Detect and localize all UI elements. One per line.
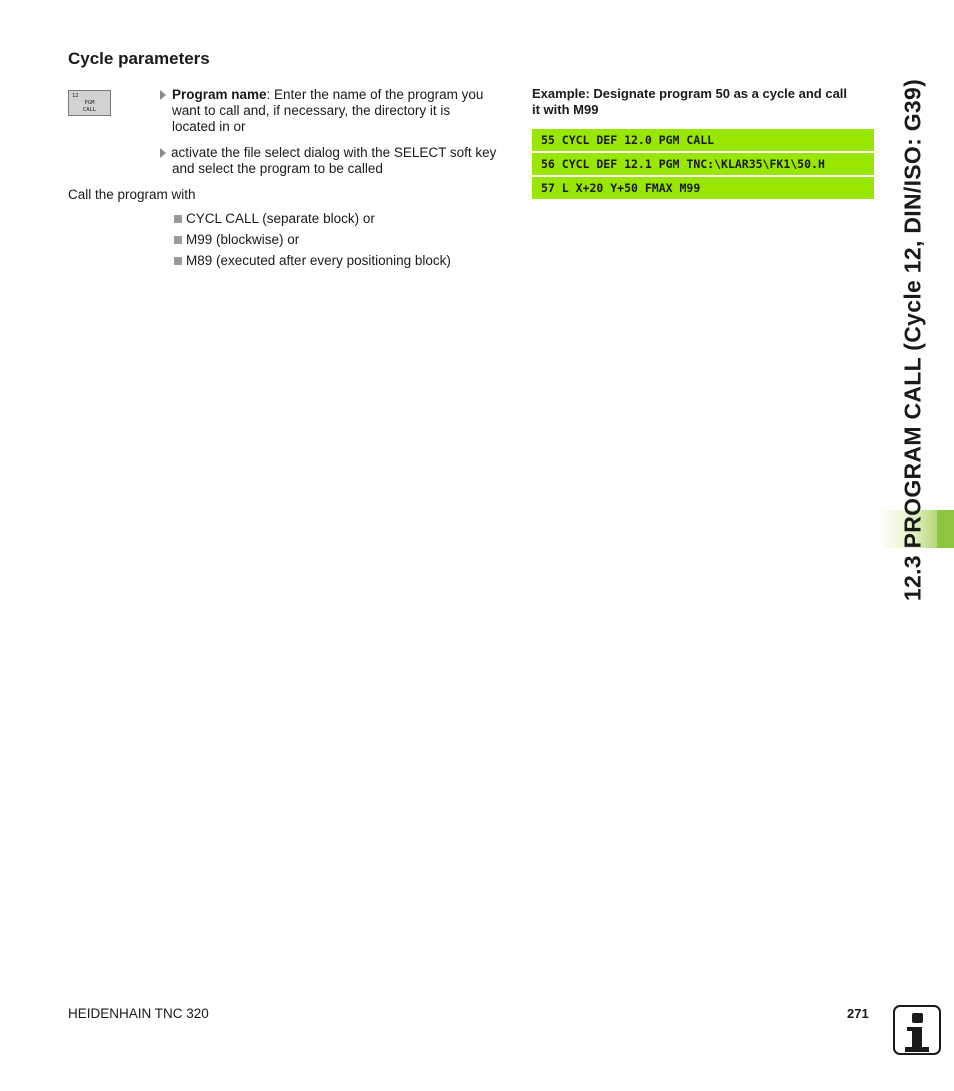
square-bullet-icon [174, 257, 182, 265]
code-line: 56 CYCL DEF 12.1 PGM TNC:\KLAR35\FK1\50.H [532, 153, 874, 175]
list-item: M89 (executed after every positioning block) [174, 253, 451, 269]
softkey-line2: CALL [82, 107, 97, 113]
step-program-name [160, 87, 520, 135]
list-item: M99 (blockwise) or [174, 232, 299, 248]
square-bullet-icon [174, 215, 182, 223]
pgm-call-softkey-icon [68, 90, 111, 116]
chapter-tab-solid [937, 510, 954, 548]
call-intro: Call the program with [68, 187, 196, 202]
example-heading: Example: Designate program 50 as a cycle and call it with M99 [532, 86, 848, 117]
softkey-number: 12 [72, 93, 79, 99]
step-file-select [160, 145, 520, 177]
code-line: 55 CYCL DEF 12.0 PGM CALL [532, 129, 874, 151]
info-icon [893, 1005, 941, 1055]
triangle-arrow-icon [160, 148, 166, 158]
footer-manual-name: HEIDENHAIN TNC 320 [68, 1006, 209, 1021]
list-item: CYCL CALL (separate block) or [174, 211, 375, 227]
step-text-line3: located in or [172, 119, 246, 134]
step-label: Program name [172, 87, 267, 102]
step-text-line2: and select the program to be called [172, 161, 383, 176]
code-line: 57 L X+20 Y+50 FMAX M99 [532, 177, 874, 199]
step-text-line2: want to call and, if necessary, the directory it is [172, 103, 451, 118]
step-text: activate the file select dialog with the SELECT soft key [171, 145, 497, 160]
step-text: : Enter the name of the program you [266, 87, 484, 102]
square-bullet-icon [174, 236, 182, 244]
section-title: Cycle parameters [68, 49, 210, 68]
triangle-arrow-icon [160, 90, 166, 100]
page-number: 271 [847, 1006, 869, 1021]
softkey-line1: PGM [84, 100, 95, 106]
